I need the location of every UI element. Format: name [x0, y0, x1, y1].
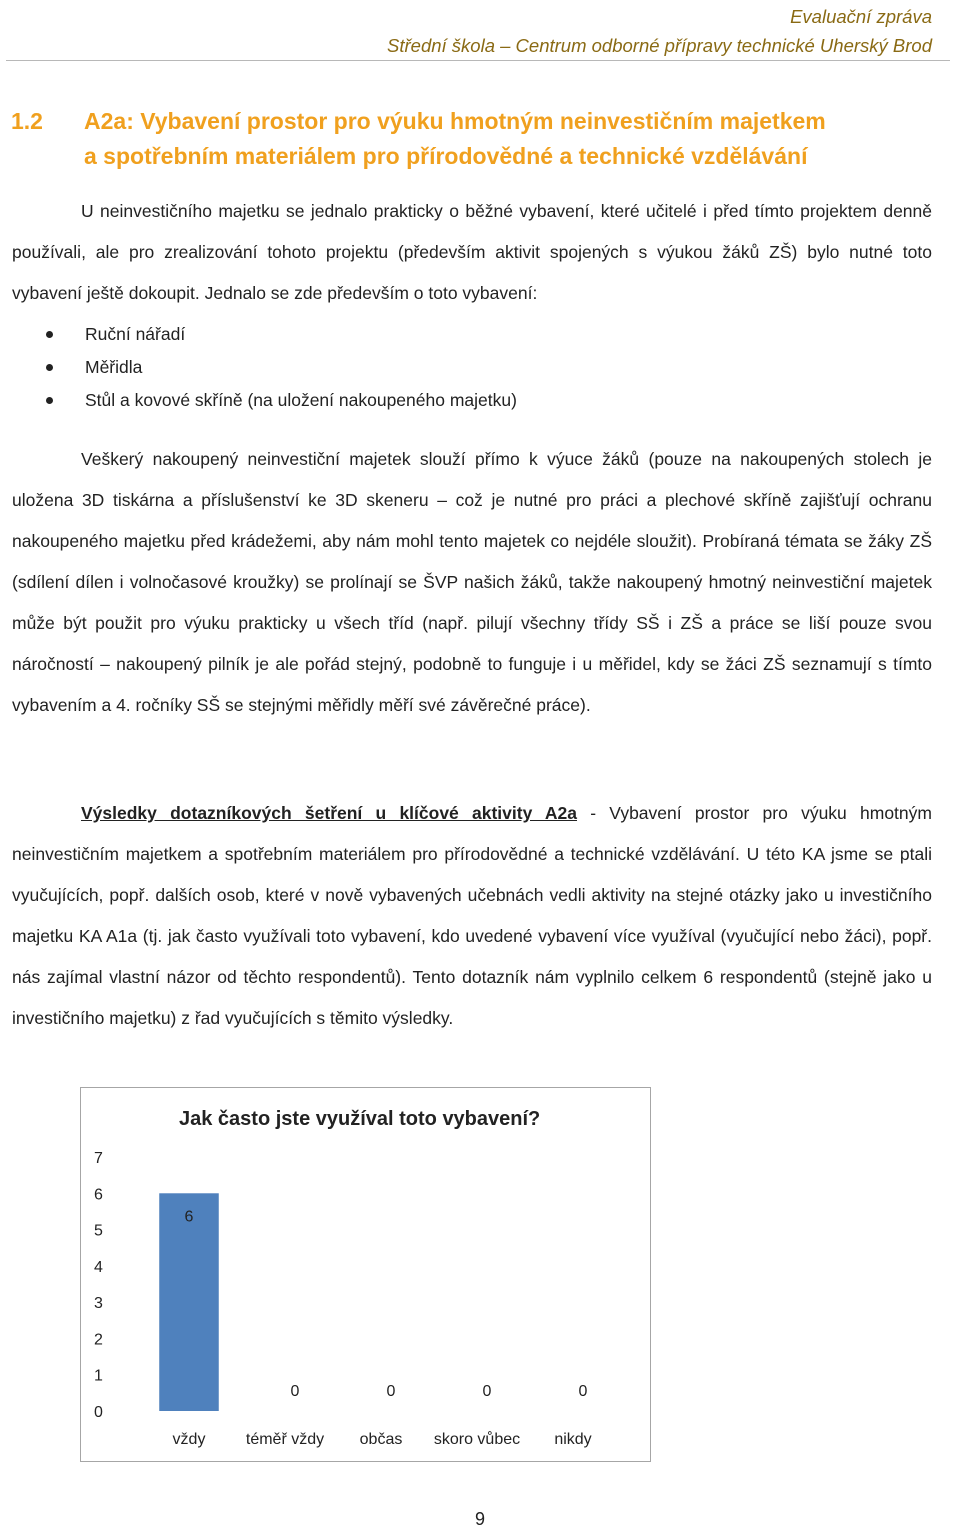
data-label: 0 [578, 1383, 588, 1400]
list-item: Měřidla [42, 351, 517, 384]
usage-paragraph: Veškerý nakoupený neinvestiční majetek slouží přímo k výuce žáků (pouze na nakoupených stolech je uložena 3D tiskárna a příslušenství ke 3D skeneru – což je nutné pro práci a plechové skříně zajišťují ochranu nakoupeného majetku před krádežemi, aby nám mohl tento majetek co nejdéle sloužit). Probíraná témata se žáky ZŠ (sdílení dílen i volnočasové kroužky) se prolínají se ŠVP našich žáků, takže nakoupený hmotný neinvestiční majetek může být použit pro výuku prakticky u všech tříd (např. pilují všechny třídy SŠ i ZŠ a práce se liší pouze svou náročností – nakoupený pilník je ale pořád stejný, podobně to funguje i u měřidel, kdy se žáci ZŠ seznamují s tímto vybavením a 4. ročníky SŠ se stejnými měřidly měří své závěrečné práce). [12, 449, 932, 715]
page-number: 9 [474, 1509, 485, 1529]
usage-chart [80, 1087, 651, 1462]
y-tick-label: 0 [94, 1404, 103, 1421]
page-header [387, 2, 932, 60]
list-item: Stůl a kovové skříně (na uložení nakoupeného majetku) [42, 384, 517, 417]
y-tick-label: 3 [94, 1295, 103, 1313]
x-tick-label: vždy [172, 1431, 206, 1448]
y-tick-label: 7 [94, 1150, 103, 1167]
list-item: Ruční nářadí [42, 318, 517, 351]
y-tick-label: 6 [94, 1186, 103, 1204]
header-divider [6, 60, 950, 61]
chart-canvas [81, 1088, 650, 1461]
chart-title: Jak často jste využíval toto vybavení? [179, 1108, 541, 1130]
data-label: 0 [386, 1383, 396, 1400]
section-number: 1.2 [11, 108, 43, 134]
section-title-line1: A2a: Vybavení prostor pro výuku hmotným neinvestičním majetkem [84, 108, 826, 134]
bar [159, 1193, 219, 1411]
y-tick-label: 2 [94, 1331, 103, 1349]
data-label: 6 [184, 1208, 194, 1226]
x-tick-label: skoro vůbec [433, 1431, 521, 1448]
results-text: - Vybavení prostor pro výuku hmotným neinvestičním majetkem a spotřebním materiálem pro přírodovědné a technické vzdělávání. U této KA jsme se ptali vyučujících, popř. dalších osob, které v nově vybavených učebnách vedli aktivity na stejné otázky jako u investičního majetku KA A1a (tj. jak často využívali toto vybavení, kdo uvedené vybavení více využíval (vyučující nebo žáci), popř. nás zajímal vlastní názor od těchto respondentů). Tento dotazník nám vyplnilo celkem 6 respondentů (stejně jako u investičního majetku) z řad vyučujících s těmito výsledky. [12, 803, 932, 1028]
y-tick-label: 5 [94, 1222, 103, 1240]
section-title-line2: a spotřebním materiálem pro přírodovědné a technické vzdělávání [84, 143, 808, 169]
data-label: 0 [482, 1383, 492, 1400]
header-title: Evaluační zpráva [790, 6, 932, 27]
equipment-list [42, 318, 517, 417]
y-tick-label: 1 [94, 1367, 103, 1385]
header-school-name: Střední škola – Centrum odborné přípravy technické Uherský Brod [387, 35, 932, 56]
data-label: 0 [290, 1383, 300, 1400]
x-tick-label: nikdy [554, 1431, 592, 1448]
x-tick-label: občas [359, 1431, 403, 1448]
x-tick-label: téměř vždy [245, 1431, 325, 1448]
results-heading: Výsledky dotazníkových šetření u klíčové aktivity A2a [81, 803, 578, 823]
y-tick-label: 4 [94, 1258, 103, 1276]
intro-paragraph: U neinvestičního majetku se jednalo prakticky o běžné vybavení, které učitelé i před tímto projektem denně používali, ale pro zrealizování tohoto projektu (především aktivit spojených s výukou žáků ZŠ) bylo nutné toto vybavení ještě dokoupit. Jednalo se zde především o toto vybavení: [12, 201, 932, 303]
results-paragraph [12, 793, 932, 1039]
